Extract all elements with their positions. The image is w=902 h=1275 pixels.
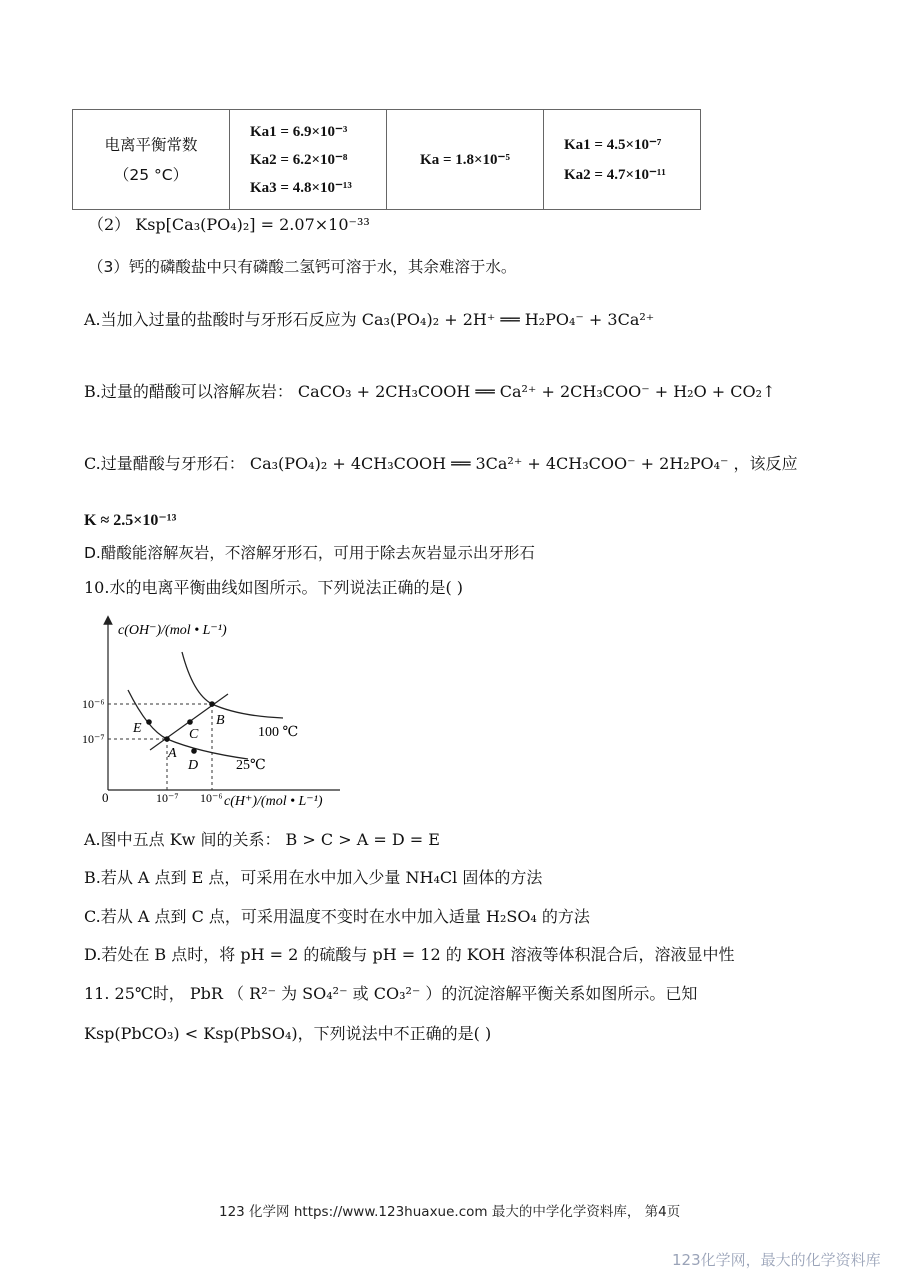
curve-100c	[182, 652, 283, 718]
info-item-2: （2） Ksp[Ca₃(PO₄)₂] = 2.07×10⁻³³	[88, 215, 370, 234]
ionization-constant-table	[72, 109, 701, 210]
x-tick-1e-6: 10⁻⁶	[200, 791, 223, 805]
q10-option-d: D.若处在 B 点时，将 pH = 2 的硫酸与 pH = 12 的 KOH 溶液等体积混合后，溶液显中性	[84, 945, 735, 964]
q10-stem: 10.水的电离平衡曲线如图所示。下列说法正确的是( )	[84, 578, 464, 597]
figure-ylabel: c(OH⁻)/(mol • L⁻¹)	[118, 623, 227, 638]
q9-option-d: D.醋酸能溶解灰岩，不溶解牙形石，可用于除去灰岩显示出牙形石	[84, 544, 535, 562]
label-b: B	[216, 713, 225, 728]
q10-option-b: B.若从 A 点到 E 点，可采用在水中加入少量 NH₄Cl 固体的方法	[84, 868, 543, 887]
table-col3-cell	[544, 110, 701, 210]
q9-option-c: C.过量醋酸与牙形石： Ca₃(PO₄)₂ + 4CH₃COOH ══ 3Ca²⁺ + 4CH₃COO⁻ + 2H₂PO₄⁻ ，该反应	[84, 454, 798, 473]
k-value: Ka = 1.8×10⁻⁵	[420, 151, 510, 168]
q9-option-a: A.当加入过量的盐酸时与牙形石反应为 Ca₃(PO₄)₂ + 2H⁺ ══ H₂PO₄⁻ + 3Ca²⁺	[84, 310, 655, 329]
x-tick-1e-7: 10⁻⁷	[156, 791, 179, 805]
table-header-cell	[73, 110, 230, 210]
k-value: Ka2 = 6.2×10⁻⁸	[250, 151, 348, 168]
label-c: C	[189, 727, 199, 742]
figure-origin: 0	[102, 790, 109, 805]
q9-option-b: B.过量的醋酸可以溶解灰岩： CaCO₃ + 2CH₃COOH ══ Ca²⁺ + 2CH₃COO⁻ + H₂O + CO₂↑	[84, 382, 776, 401]
q11-line-1: 11. 25℃时， PbR （ R²⁻ 为 SO₄²⁻ 或 CO₃²⁻ ）的沉淀溶解平衡关系如图所示。已知	[84, 984, 698, 1003]
point-a	[164, 736, 170, 742]
point-c	[187, 719, 193, 725]
point-b	[209, 701, 215, 707]
info-item-3: （3）钙的磷酸盐中只有磷酸二氢钙可溶于水，其余难溶于水。	[88, 258, 517, 276]
table-header-temp: （25 °C）	[113, 165, 189, 184]
curve-25c	[128, 690, 248, 759]
page-footer: 123 化学网 https://www.123huaxue.com 最大的中学化学资料库， 第4页	[219, 1204, 681, 1220]
y-tick-1e-6: 10⁻⁶	[82, 697, 105, 711]
q11-line-2: Ksp(PbCO₃) < Ksp(PbSO₄)，下列说法中不正确的是( )	[84, 1024, 492, 1043]
label-d: D	[188, 758, 199, 773]
label-100c: 100 ℃	[258, 725, 299, 740]
k-value: Ka1 = 6.9×10⁻³	[250, 123, 348, 140]
watermark: 123化学网，最大的化学资料库	[672, 1251, 881, 1269]
k-value: Ka3 = 4.8×10⁻¹³	[250, 179, 352, 196]
y-tick-1e-7: 10⁻⁷	[82, 732, 105, 746]
q10-option-a: A.图中五点 Kw 间的关系： B > C > A = D = E	[84, 830, 440, 849]
table-header-label: 电离平衡常数	[104, 135, 198, 154]
label-a: A	[168, 746, 177, 761]
q10-option-c: C.若从 A 点到 C 点，可采用温度不变时在水中加入适量 H₂SO₄ 的方法	[84, 907, 590, 926]
table-col2-cell	[387, 110, 544, 210]
table-col1-cell	[230, 110, 387, 210]
k-value: Ka2 = 4.7×10⁻¹¹	[564, 166, 666, 183]
k-value: Ka1 = 4.5×10⁻⁷	[564, 136, 662, 153]
water-ionization-figure	[78, 612, 348, 812]
label-e: E	[133, 721, 142, 736]
q9-option-c-k: K ≈ 2.5×10⁻¹³	[84, 512, 177, 529]
point-e	[146, 719, 152, 725]
point-d	[191, 748, 197, 754]
figure-xlabel: c(H⁺)/(mol • L⁻¹)	[224, 794, 323, 809]
label-25c: 25℃	[236, 758, 266, 773]
